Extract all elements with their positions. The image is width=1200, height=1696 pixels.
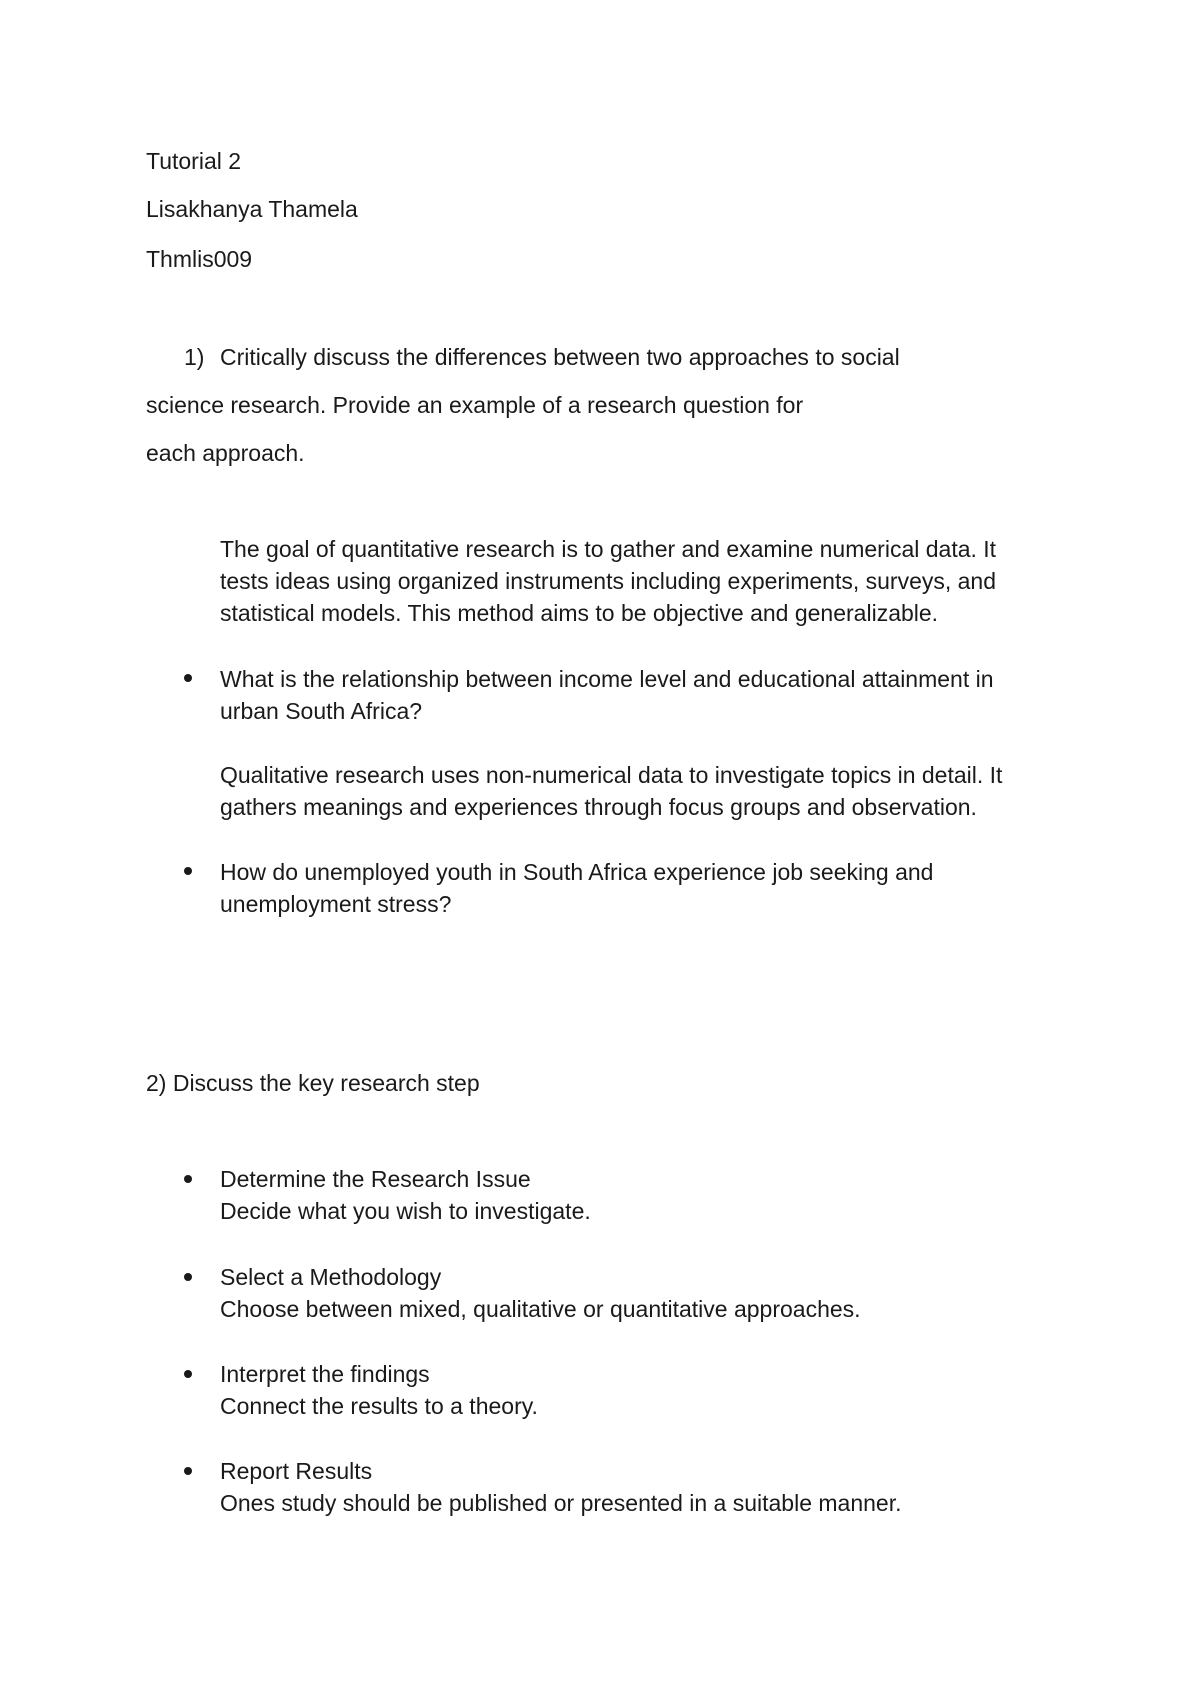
bullet-icon — [184, 1467, 192, 1475]
research-step — [220, 1163, 591, 1227]
question-1-line: science research. Provide an example of a research question for — [146, 392, 804, 418]
step-title: Interpret the findings — [220, 1361, 430, 1387]
step-title: Report Results — [220, 1458, 373, 1484]
question-2-heading: 2) Discuss the key research step — [146, 1070, 480, 1096]
question-1-number: 1) — [184, 344, 205, 370]
step-detail: Decide what you wish to investigate. — [220, 1198, 591, 1224]
research-step — [220, 1261, 861, 1325]
step-detail: Ones study should be published or presented in a suitable manner. — [220, 1490, 902, 1516]
bullet-icon — [184, 1273, 192, 1281]
step-title: Select a Methodology — [220, 1264, 442, 1290]
step-title: Determine the Research Issue — [220, 1166, 531, 1192]
qualitative-paragraph — [220, 759, 1002, 823]
step-detail: Connect the results to a theory. — [220, 1393, 538, 1419]
qualitative-example — [220, 856, 933, 920]
bullet-icon — [184, 674, 192, 682]
example-line: How do unemployed youth in South Africa experience job seeking and — [220, 859, 934, 885]
paragraph-line: Qualitative research uses non-numerical data to investigate topics in detail. It — [220, 762, 1003, 788]
research-step — [220, 1358, 538, 1422]
bullet-icon — [184, 1370, 192, 1378]
paragraph-line: gathers meanings and experiences through focus groups and observation. — [220, 794, 977, 820]
bullet-icon — [184, 1175, 192, 1183]
question-1-line: Critically discuss the differences between two approaches to social — [220, 344, 900, 370]
bullet-icon — [184, 867, 192, 875]
example-line: unemployment stress? — [220, 891, 452, 917]
paragraph-line: The goal of quantitative research is to gather and examine numerical data. It — [220, 536, 997, 562]
author-name: Lisakhanya Thamela — [146, 196, 358, 222]
document-title: Tutorial 2 — [146, 148, 242, 174]
paragraph-line: statistical models. This method aims to be objective and generalizable. — [220, 600, 939, 626]
student-id: Thmlis009 — [146, 246, 253, 272]
research-step — [220, 1455, 902, 1519]
quantitative-example — [220, 663, 994, 727]
quantitative-paragraph — [220, 533, 996, 629]
paragraph-line: tests ideas using organized instruments including experiments, surveys, and — [220, 568, 997, 594]
example-line: What is the relationship between income level and educational attainment in — [220, 666, 994, 692]
example-line: urban South Africa? — [220, 698, 423, 724]
step-detail: Choose between mixed, qualitative or quantitative approaches. — [220, 1296, 861, 1322]
question-1-line: each approach. — [146, 440, 305, 466]
